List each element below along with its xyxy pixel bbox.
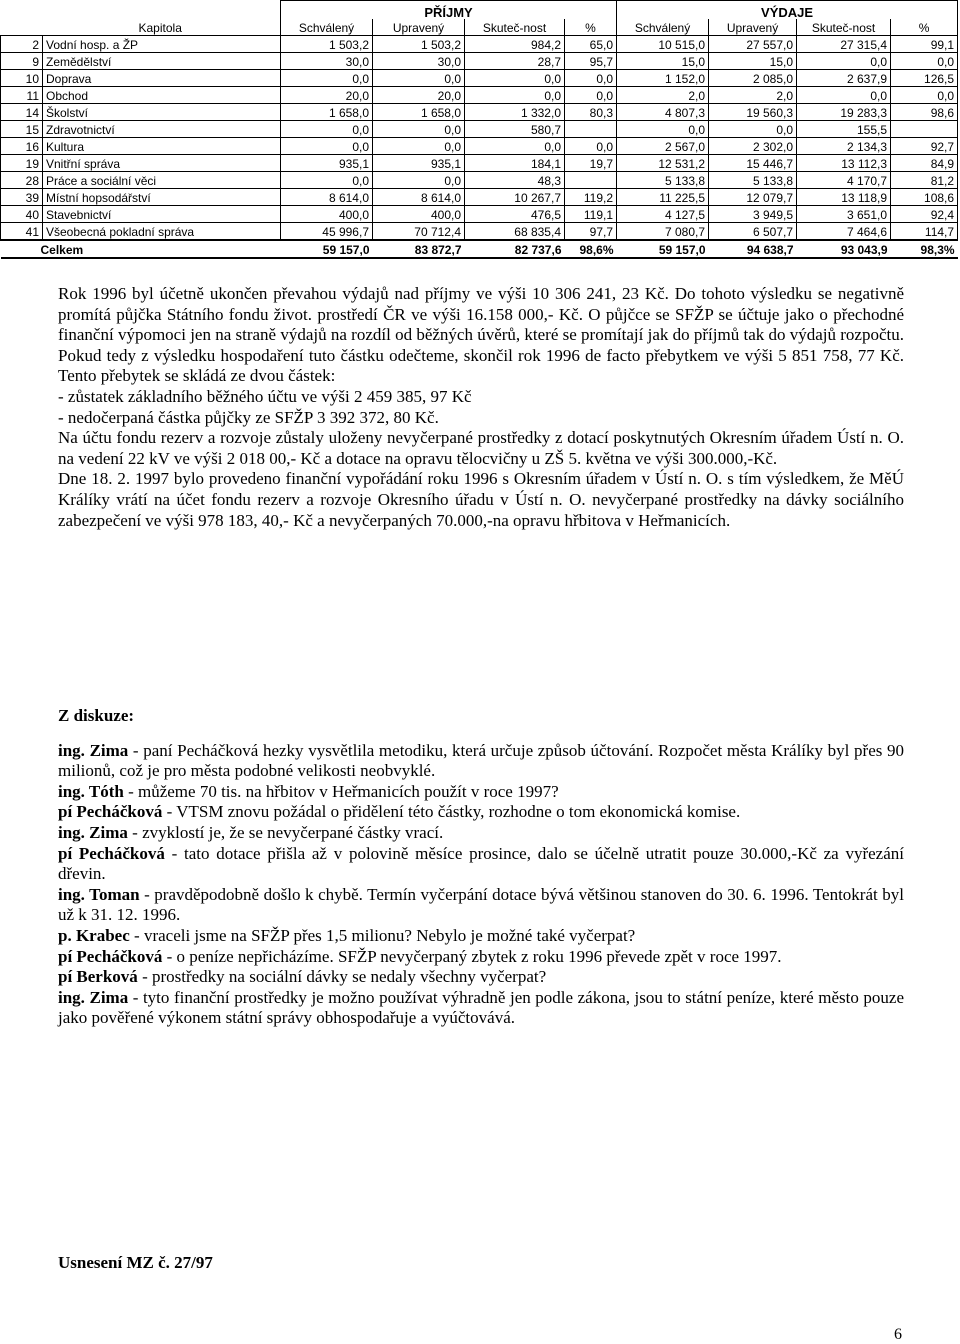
chapter-number: 40 <box>1 206 43 223</box>
total-row <box>1 240 958 258</box>
table-cell: 11 225,5 <box>617 189 709 206</box>
total-cell: 82 737,6 <box>465 240 565 258</box>
speaker-statement: - zvyklostí je, že se nevyčerpané částky vrací. <box>127 822 444 842</box>
discussion-entry <box>58 782 904 803</box>
table-cell: 81,2 <box>891 172 958 189</box>
table-cell: 30,0 <box>281 53 373 70</box>
table-cell: 0,0 <box>373 70 465 87</box>
speaker-name: ing. Tóth <box>58 781 124 801</box>
chapter-name: Doprava <box>43 70 281 87</box>
speaker-statement: - o peníze nepřicházíme. SFŽP nevyčerpaný zbytek z roku 1996 převede zpět v roce 1997. <box>162 946 782 966</box>
speaker-statement: - tato dotace přišla až v polovině měsíce prosince, dalo se účelně utratit pouze 30.000,-Kč za vyřezání dřevin. <box>58 843 904 884</box>
table-cell <box>565 121 617 138</box>
table-row <box>1 87 958 104</box>
table-cell: 400,0 <box>281 206 373 223</box>
table-cell: 155,5 <box>797 121 891 138</box>
speaker-name: ing. Zima <box>58 822 128 842</box>
discussion-entry <box>58 802 904 823</box>
column-header: Schválený <box>281 19 373 36</box>
table-row <box>1 121 958 138</box>
table-cell: 15,0 <box>709 53 797 70</box>
chapter-number: 14 <box>1 104 43 121</box>
total-cell: 94 638,7 <box>709 240 797 258</box>
chapter-number: 41 <box>1 223 43 241</box>
table-cell: 4 127,5 <box>617 206 709 223</box>
table-cell: 97,7 <box>565 223 617 241</box>
table-cell: 1 503,2 <box>373 36 465 53</box>
table-cell: 10 267,7 <box>465 189 565 206</box>
table-cell: 2 637,9 <box>797 70 891 87</box>
table-cell: 5 133,8 <box>617 172 709 189</box>
chapter-number: 9 <box>1 53 43 70</box>
table-cell: 12 531,2 <box>617 155 709 172</box>
table-cell: 126,5 <box>891 70 958 87</box>
discussion-entry <box>58 823 904 844</box>
table-cell: 114,7 <box>891 223 958 241</box>
table-cell: 20,0 <box>281 87 373 104</box>
table-cell: 45 996,7 <box>281 223 373 241</box>
column-header-row <box>1 19 958 36</box>
total-cell: 98,3% <box>891 240 958 258</box>
chapter-name: Stavebnictví <box>43 206 281 223</box>
table-cell: 8 614,0 <box>373 189 465 206</box>
table-cell: 65,0 <box>565 36 617 53</box>
chapter-number: 11 <box>1 87 43 104</box>
table-cell: 0,0 <box>373 172 465 189</box>
table-cell: 92,7 <box>891 138 958 155</box>
speaker-statement: - paní Pecháčková hezky vysvětlila metodiku, která určuje způsob účtování. Rozpočet města Králíky byl přes 90 milionů, což je pro města podobné velikosti neobvyklé. <box>58 740 904 781</box>
table-cell: 19 560,3 <box>709 104 797 121</box>
table-cell: 580,7 <box>465 121 565 138</box>
speaker-statement: - prostředky na sociální dávky se nedaly všechny vyčerpat? <box>137 967 547 987</box>
income-group-header: PŘÍJMY <box>281 1 617 20</box>
table-cell: 3 651,0 <box>797 206 891 223</box>
discussion-entry <box>58 885 904 926</box>
table-cell: 2 567,0 <box>617 138 709 155</box>
column-header: Upravený <box>373 19 465 36</box>
table-cell: 1 658,0 <box>373 104 465 121</box>
table-cell: 0,0 <box>465 87 565 104</box>
table-cell: 0,0 <box>891 87 958 104</box>
chapter-name: Zemědělství <box>43 53 281 70</box>
table-row <box>1 155 958 172</box>
chapter-name: Kultura <box>43 138 281 155</box>
discussion-entry <box>58 844 904 885</box>
table-cell: 119,2 <box>565 189 617 206</box>
chapter-name: Školství <box>43 104 281 121</box>
speaker-statement: - pravděpodobně došlo k chybě. Termín vyčerpání dotace bývá většinou stanoven do 30. 6. 1996. Tentokrát byl už k 31. 12. 1996. <box>58 884 904 925</box>
table-cell: 0,0 <box>709 121 797 138</box>
table-cell: 8 614,0 <box>281 189 373 206</box>
discussion-entry <box>58 947 904 968</box>
table-row <box>1 206 958 223</box>
total-cell: 98,6% <box>565 240 617 258</box>
table-cell: 19 283,3 <box>797 104 891 121</box>
table-cell: 2 134,3 <box>797 138 891 155</box>
table-cell: 0,0 <box>281 121 373 138</box>
table-cell: 0,0 <box>797 53 891 70</box>
table-cell: 13 112,3 <box>797 155 891 172</box>
table-cell: 108,6 <box>891 189 958 206</box>
table-cell: 98,6 <box>891 104 958 121</box>
chapter-number: 15 <box>1 121 43 138</box>
table-cell: 6 507,7 <box>709 223 797 241</box>
table-cell: 1 152,0 <box>617 70 709 87</box>
chapter-name: Místní hopsodářství <box>43 189 281 206</box>
report-list-item: - nedočerpaná částka půjčky ze SFŽP 3 392 372, 80 Kč. <box>58 407 439 427</box>
speaker-name: ing. Toman <box>58 884 140 904</box>
table-cell <box>891 121 958 138</box>
table-cell: 0,0 <box>617 121 709 138</box>
column-header: Schválený <box>617 19 709 36</box>
table-row <box>1 138 958 155</box>
table-cell: 28,7 <box>465 53 565 70</box>
speaker-statement: - můžeme 70 tis. na hřbitov v Heřmanicích použít v roce 1997? <box>123 781 559 801</box>
column-header: Kapitola <box>138 21 182 35</box>
table-cell: 935,1 <box>281 155 373 172</box>
chapter-name: Obchod <box>43 87 281 104</box>
speaker-name: pí Pecháčková <box>58 843 165 863</box>
table-cell: 119,1 <box>565 206 617 223</box>
table-cell: 92,4 <box>891 206 958 223</box>
table-cell: 400,0 <box>373 206 465 223</box>
table-cell: 935,1 <box>373 155 465 172</box>
chapter-name: Vnitřní správa <box>43 155 281 172</box>
chapter-name: Vodní hosp. a ŽP <box>43 36 281 53</box>
table-cell: 0,0 <box>373 138 465 155</box>
chapter-number: 39 <box>1 189 43 206</box>
chapter-number: 2 <box>1 36 43 53</box>
table-cell: 0,0 <box>797 87 891 104</box>
speaker-name: pí Berková <box>58 967 138 987</box>
speaker-name: ing. Zima <box>58 740 129 760</box>
page-number: 6 <box>894 1326 902 1343</box>
table-cell: 48,3 <box>465 172 565 189</box>
table-cell: 0,0 <box>281 138 373 155</box>
table-row <box>1 223 958 241</box>
table-cell: 4 170,7 <box>797 172 891 189</box>
table-cell <box>565 172 617 189</box>
table-cell: 2 085,0 <box>709 70 797 87</box>
discussion-entry <box>58 988 904 1029</box>
table-cell: 0,0 <box>281 70 373 87</box>
total-label: Celkem <box>1 240 281 258</box>
table-cell: 27 557,0 <box>709 36 797 53</box>
table-row <box>1 104 958 121</box>
table-cell: 68 835,4 <box>465 223 565 241</box>
table-cell: 2,0 <box>617 87 709 104</box>
column-header: % <box>891 19 958 36</box>
report-paragraph: Rok 1996 byl účetně ukončen převahou výdajů nad příjmy ve výši 10 306 241, 23 Kč. Do tohoto výsledku se negativně promítá půjčka Státního fondu život. prostředí ČR ve výši 16.158 000,- Kč. O půjčce se SFŽP se účtuje jako o přechodné finanční výpomoci jen na straně výdajů na rozdíl od běžných úvěrů, které se promítají jak do příjmů tak do výdajů rozpočtu. Pokud tedy z výsledku hospodaření tuto částku odečteme, skončil rok 1996 de facto přebytkem ve výši 5 851 758, 77 Kč. Tento přebytek se skládá ze dvou částek: <box>58 284 904 386</box>
column-header: % <box>565 19 617 36</box>
table-cell: 27 315,4 <box>797 36 891 53</box>
table-cell: 95,7 <box>565 53 617 70</box>
budget-table <box>0 0 958 259</box>
table-cell: 15 446,7 <box>709 155 797 172</box>
table-cell: 184,1 <box>465 155 565 172</box>
total-cell: 59 157,0 <box>281 240 373 258</box>
chapter-number: 19 <box>1 155 43 172</box>
chapter-name: Práce a sociální věci <box>43 172 281 189</box>
table-cell: 1 658,0 <box>281 104 373 121</box>
table-cell: 12 079,7 <box>709 189 797 206</box>
speaker-name: p. Krabec <box>58 925 130 945</box>
speaker-name: ing. Zima <box>58 987 129 1007</box>
table-cell: 3 949,5 <box>709 206 797 223</box>
chapter-name: Všeobecná pokladní správa <box>43 223 281 241</box>
table-cell: 10 515,0 <box>617 36 709 53</box>
table-cell: 0,0 <box>891 53 958 70</box>
resolution-heading: Usnesení MZ č. 27/97 <box>58 1253 213 1272</box>
table-cell: 30,0 <box>373 53 465 70</box>
table-cell: 1 503,2 <box>281 36 373 53</box>
table-cell: 2,0 <box>709 87 797 104</box>
speaker-name: pí Pecháčková <box>58 802 163 822</box>
table-cell: 0,0 <box>565 138 617 155</box>
table-cell: 20,0 <box>373 87 465 104</box>
expense-group-header: VÝDAJE <box>617 1 958 20</box>
report-paragraph: Dne 18. 2. 1997 bylo provedeno finanční vypořádání roku 1996 s Okresním úřadem v Ústí n. O. s tím výsledkem, že MěÚ Králíky vrátí na účet fondu rezerv a rozvoje Okresního úřadu v Ústí n. O. nevyčerpané prostředky na dávky sociálního zabezpečení ve výši 978 183, 40,- Kč a nevyčerpaných 70.000,-na opravu hřbitova v Heřmanicích. <box>58 469 904 530</box>
chapter-number: 28 <box>1 172 43 189</box>
column-header: Upravený <box>709 19 797 36</box>
table-cell: 70 712,4 <box>373 223 465 241</box>
total-cell: 93 043,9 <box>797 240 891 258</box>
report-list-item: - zůstatek základního běžného účtu ve výši 2 459 385, 97 Kč <box>58 386 472 406</box>
speaker-name: pí Pecháčková <box>58 946 163 966</box>
discussion-list <box>58 741 904 1029</box>
table-row <box>1 36 958 53</box>
table-cell: 15,0 <box>617 53 709 70</box>
table-cell: 2 302,0 <box>709 138 797 155</box>
table-cell: 984,2 <box>465 36 565 53</box>
table-cell: 476,5 <box>465 206 565 223</box>
table-row <box>1 53 958 70</box>
column-header: Skuteč-nost <box>465 19 565 36</box>
table-cell: 19,7 <box>565 155 617 172</box>
table-row <box>1 70 958 87</box>
discussion-section <box>58 706 904 1029</box>
table-cell: 7 080,7 <box>617 223 709 241</box>
table-cell: 80,3 <box>565 104 617 121</box>
report-paragraph: Na účtu fondu rezerv a rozvoje zůstaly uloženy nevyčerpané prostředky z dotací poskytnutých Okresním úřadem Ústí n. O. na vedení 22 kV ve výši 2 018 00,- Kč a dotace na opravu tělocvičny u ZŠ 5. května ve výši 300.000,-Kč. <box>58 428 904 468</box>
speaker-statement: - tyto finanční prostředky je možno používat výhradně jen podle zákona, jsou to státní peníze, které město pouze jako pověřené výkonem státní správy obhospodařuje a vyúčtovává. <box>58 987 904 1028</box>
total-cell: 83 872,7 <box>373 240 465 258</box>
discussion-heading: Z diskuze: <box>58 706 135 725</box>
chapter-number: 10 <box>1 70 43 87</box>
speaker-statement: - VTSM znovu požádal o přidělení této částky, rozhodne o tom ekonomická komise. <box>162 802 741 822</box>
speaker-statement: - vraceli jsme na SFŽP přes 1,5 milionu? Nebylo je možné také vyčerpat? <box>129 925 636 945</box>
table-cell: 0,0 <box>565 70 617 87</box>
table-cell: 99,1 <box>891 36 958 53</box>
table-cell: 0,0 <box>565 87 617 104</box>
table-row <box>1 172 958 189</box>
discussion-entry <box>58 926 904 947</box>
table-cell: 13 118,9 <box>797 189 891 206</box>
column-header: Skuteč-nost <box>797 19 891 36</box>
table-cell: 0,0 <box>465 70 565 87</box>
table-cell: 84,9 <box>891 155 958 172</box>
table-cell: 4 807,3 <box>617 104 709 121</box>
discussion-entry <box>58 967 904 988</box>
table-cell: 0,0 <box>373 121 465 138</box>
table-row <box>1 189 958 206</box>
report-section <box>58 284 904 531</box>
table-cell: 1 332,0 <box>465 104 565 121</box>
table-cell: 0,0 <box>465 138 565 155</box>
total-cell: 59 157,0 <box>617 240 709 258</box>
table-cell: 0,0 <box>281 172 373 189</box>
chapter-name: Zdravotnictví <box>43 121 281 138</box>
table-cell: 7 464,6 <box>797 223 891 241</box>
table-cell: 5 133,8 <box>709 172 797 189</box>
chapter-number: 16 <box>1 138 43 155</box>
discussion-entry <box>58 741 904 782</box>
